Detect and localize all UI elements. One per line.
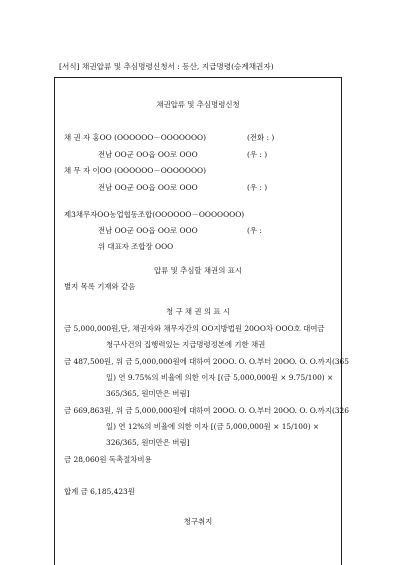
claim-interest-line: 365/365, 원미만은 버림] (106, 389, 190, 398)
claim-heading: 청 구 채 권 의 표 시 (165, 307, 231, 316)
creditor-line: 채 권 자 홍OO (OOOOOO－OOOOOOO) (64, 133, 206, 142)
document-frame (54, 77, 349, 565)
claim-interest-line: 금 487,500원, 위 금 5,000,000원에 대하여 20OO. O. O.부터 20OO. O. O.까지(365 (64, 357, 349, 366)
seized-claim-body: 별지 목록 기재와 같음 (64, 282, 136, 291)
page-header: [서식] 채권압류 및 추심명령신청서 : 동산, 지급명령(승계채권자) (59, 62, 274, 71)
debtor-address: 전남 OO군 OO읍 OO로 OOO (98, 183, 198, 192)
debtor-line: 채 무 자 이OO (OOOOOO－OOOOOOO) (64, 166, 206, 175)
seized-claim-heading: 압류 및 추심할 채권의 표시 (154, 266, 242, 275)
purpose-heading: 청구취지 (183, 517, 213, 526)
third-debtor-representative: 위 대표자 조합장 OOO (98, 242, 174, 251)
claim-cost-line: 금 28,060원 독촉절차비용 (64, 455, 152, 464)
claim-late-interest-line: 326/365, 원미만은 버림] (106, 438, 190, 447)
creditor-postcode: (우 : ) (247, 150, 268, 159)
claim-total: 합계 금 6,185,423원 (64, 487, 135, 496)
debtor-postcode: (우 : ) (247, 183, 268, 192)
claim-principal-line: 금 5,000,000원,단, 채권자와 채무자간의 OO지방법원 20OO차 OOO호 대여금 (64, 324, 325, 333)
claim-late-interest-line: 금 669,863원, 위 금 5,000,000원에 대하여 20OO. O. O.부터 20OO. O. O.까지(326 (64, 406, 349, 415)
third-debtor-address: 전남 OO군 OO읍 OO로 OOO (98, 226, 198, 235)
creditor-phone: (전화 : ) (247, 133, 275, 142)
document-title: 채권압류 및 추심명령신청 (156, 100, 240, 109)
claim-interest-line: 일) 연 9.75%의 비율에 의한 이자 [(금 5,000,000원 × 9.75/100) × (106, 373, 334, 382)
claim-principal-line: 청구사건의 집행력있는 지급명령정본에 기한 채권 (106, 340, 266, 349)
claim-late-interest-line: 일) 연 12%의 비율에 의한 이자 [(금 5,000,000원 × 15/100) × (106, 422, 320, 431)
creditor-address: 전남 OO군 OO읍 OO로 OOO (98, 150, 198, 159)
third-debtor-postcode: (우 : (247, 226, 262, 235)
third-debtor-line: 제3채무자OO농업협동조합(OOOOOO－OOOOOOO) (64, 210, 245, 219)
